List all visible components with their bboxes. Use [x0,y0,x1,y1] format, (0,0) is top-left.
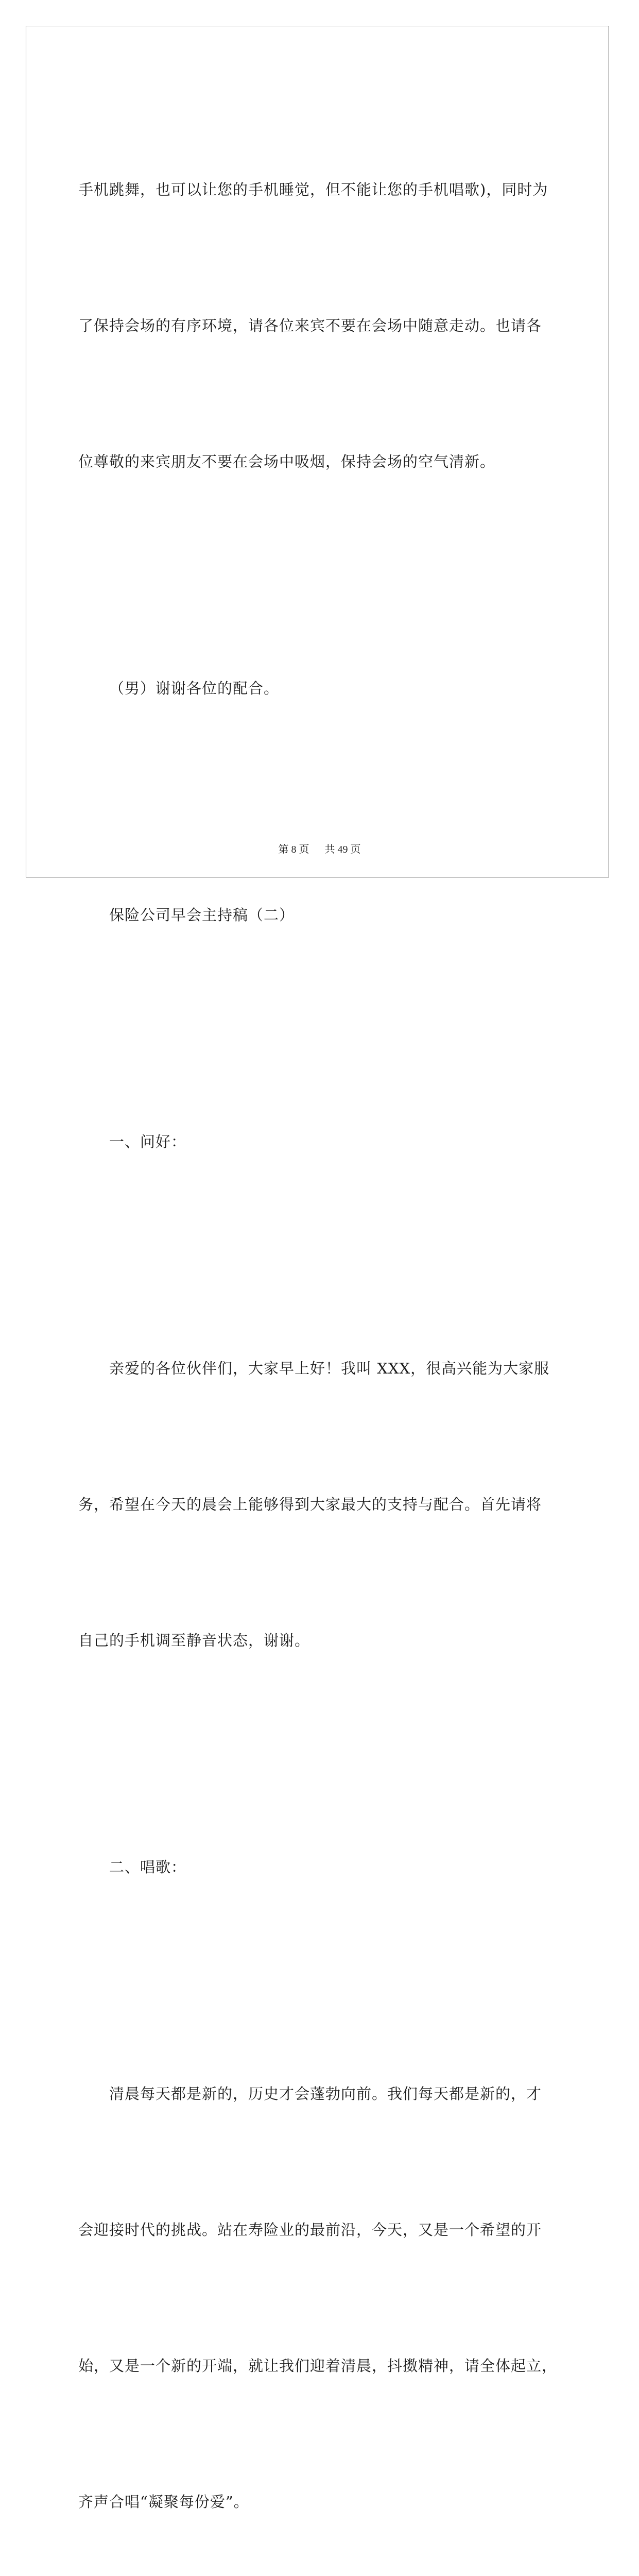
heading-singing [78,1761,562,1988]
paragraph-greeting [78,1262,562,1761]
text-line: 位尊敬的来宾朋友不要在会场中吸烟，保持会场的空气清新。 [78,453,496,470]
text-line: 亲爱的各位伙伴们，大家早上好！我叫 XXX，很高兴能为大家服 [109,1360,550,1377]
text-line: 手机跳舞，也可以让您的手机睡觉，但不能让您的手机唱歌)，同时为 [78,181,548,198]
text-line: 始，又是一个新的开端，就让我们迎着清晨，抖擞精神，请全体起立， [78,2357,558,2375]
paragraph-intro-continued [78,83,562,582]
text-line: 自己的手机调至静音状态，谢谢。 [78,1632,310,1649]
section-heading: 一、问好： [109,1133,187,1150]
heading-greeting [78,1036,562,1262]
page-total: 共 49 页 [324,844,361,855]
document-body [78,83,562,2576]
text-line: 齐声合唱“凝聚每份爱”。 [78,2493,249,2511]
paragraph-singing [78,1988,562,2576]
text-line: 会迎接时代的挑战。站在寿险业的最前沿，今天，又是一个希望的开 [78,2221,542,2239]
page-number: 第 8 页 [278,844,309,855]
page-footer [0,841,639,856]
text-line: 了保持会场的有序环境，请各位来宾不要在会场中随意走动。也请各 [78,317,542,334]
text-line: （男）谢谢各位的配合。 [109,680,280,697]
text-line: 清晨每天都是新的，历史才会蓬勃向前。我们每天都是新的，才 [109,2085,542,2103]
paragraph-thanks [78,582,562,809]
document-subtitle: 保险公司早会主持稿（二） [109,906,295,924]
text-line: 务，希望在今天的晨会上能够得到大家最大的支持与配合。首先请将 [78,1496,542,1513]
section-heading: 二、唱歌： [109,1858,187,1876]
